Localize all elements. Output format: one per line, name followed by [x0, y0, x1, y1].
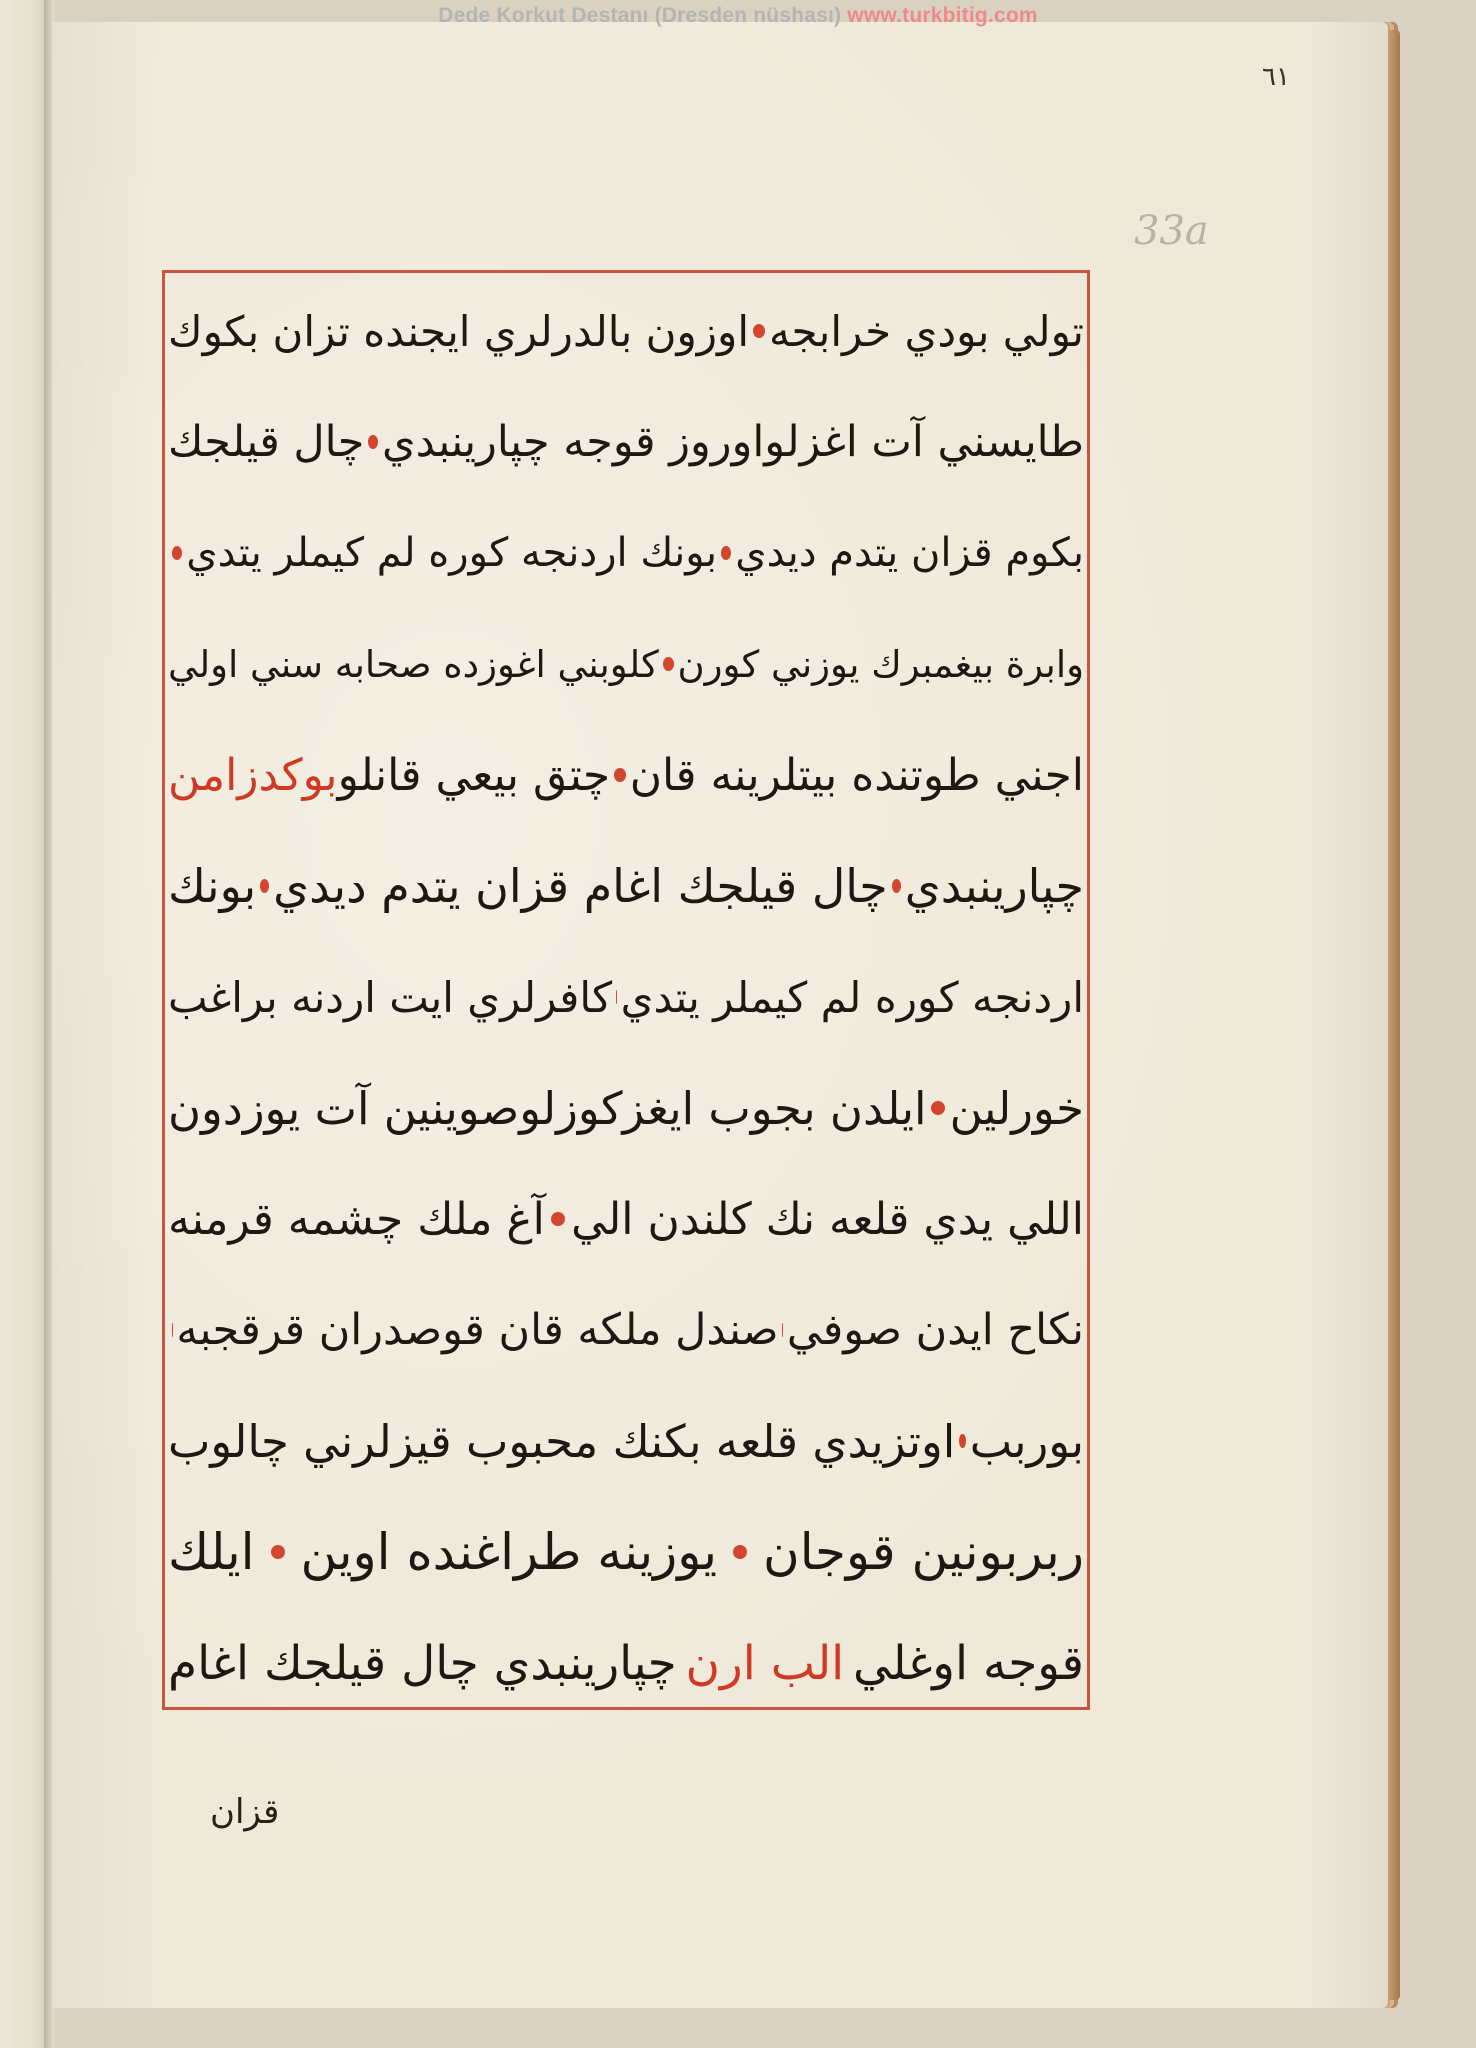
text-line: [168, 736, 1084, 814]
text-segment: بونك: [168, 859, 257, 913]
text-segment: كلوبني اغوزده صحابه سني اولي: [168, 642, 659, 686]
text-segment: چتق بيعي قانلو: [337, 749, 611, 801]
watermark-url: www.turkbitig.com: [847, 4, 1038, 27]
text-line: [168, 1291, 1084, 1369]
red-punctuation-dot: [733, 1545, 747, 1559]
watermark: [0, 4, 1476, 28]
text-line: [168, 847, 1084, 925]
text-segment: قوجه اوغلي: [852, 1635, 1084, 1691]
red-punctuation-dot: [721, 546, 731, 560]
text-segment: اردنجه كوره لم كيملر يتدي: [620, 972, 1084, 1022]
rubric-text: بوكدزامن: [168, 749, 338, 801]
text-segment: طايسني آت اغزلواوروز قوجه چپارينبدي: [381, 417, 1084, 467]
text-segment: اجني طوتنده بيتلرينه قان: [629, 749, 1084, 801]
red-punctuation-dot: [260, 879, 269, 893]
text-segment: اللي يدي قلعه نك كلندن الي: [571, 1193, 1084, 1245]
text-line: [168, 292, 1084, 370]
page-fore-edge: [1388, 30, 1400, 2000]
text-segment: ربربونين قوجان: [763, 1523, 1084, 1581]
text-segment: خورلين: [949, 1081, 1084, 1135]
red-punctuation-dot: [172, 546, 182, 560]
text-segment: بونك اردنجه كوره لم كيملر يتدي: [186, 530, 717, 576]
rubric-text: الب ارن: [685, 1635, 845, 1691]
red-punctuation-dot: [931, 1101, 945, 1115]
text-line: [168, 1624, 1084, 1702]
text-line: [168, 958, 1084, 1036]
text-segment: ايلدن بجوب ايغزكوزلوصوينين آت يوزدون: [168, 1081, 927, 1135]
red-punctuation-dot: [753, 324, 765, 338]
text-segment: ايلك: [168, 1523, 255, 1581]
catchword: قزان: [210, 1792, 280, 1832]
red-punctuation-dot: [271, 1545, 285, 1559]
text-segment: چال قيلجك اغام قزان يتدم ديدي: [273, 859, 888, 913]
red-punctuation-dot: [368, 435, 378, 449]
red-punctuation-dot: [663, 657, 674, 671]
folio-mark: 33a: [1134, 208, 1209, 254]
text-line: [168, 403, 1084, 481]
text-segment: كافرلري ايت اردنه براغب: [168, 972, 613, 1022]
text-line: [168, 1069, 1084, 1147]
text-segment: اوزون بالدرلري ايجنده تزان بكوك: [168, 306, 749, 356]
text-segment: بكوم قزان يتدم ديدي: [735, 530, 1084, 576]
red-punctuation-dot: [892, 879, 901, 893]
text-segment: چپارينبدي چال قيلجك اغام: [168, 1635, 677, 1691]
text-segment: يوزينه طراغنده اوين: [300, 1523, 718, 1581]
text-line: [168, 514, 1084, 592]
watermark-title: Dede Korkut Destanı (Dresden nüshası): [438, 4, 842, 27]
text-segment: آغ ملك چشمه قرمنه: [168, 1193, 545, 1245]
text-line: [168, 1513, 1084, 1591]
text-segment: نكاح ايدن صوفي: [786, 1305, 1084, 1355]
red-punctuation-dot: [614, 768, 626, 782]
text-line: [168, 625, 1084, 703]
red-punctuation-dot: [959, 1434, 966, 1448]
page-number: ٦١: [1262, 62, 1290, 92]
text-segment: وابرة بيغمبرك يوزني كورن: [677, 642, 1084, 686]
manuscript-text: [168, 292, 1084, 1702]
text-segment: بوربب: [969, 1414, 1084, 1468]
text-segment: چال قيلجك: [168, 417, 365, 467]
text-line: [168, 1180, 1084, 1258]
text-line: [168, 1402, 1084, 1480]
text-segment: اوتزيدي قلعه بكنك محبوب قيزلرني چالوب: [168, 1414, 956, 1468]
text-segment: صندل ملكه قان قوصدران قرقجبه: [176, 1305, 779, 1355]
text-segment: تولي بودي خرابجه: [769, 306, 1084, 356]
red-punctuation-dot: [551, 1212, 565, 1226]
text-segment: چپارينبدي: [904, 859, 1084, 913]
